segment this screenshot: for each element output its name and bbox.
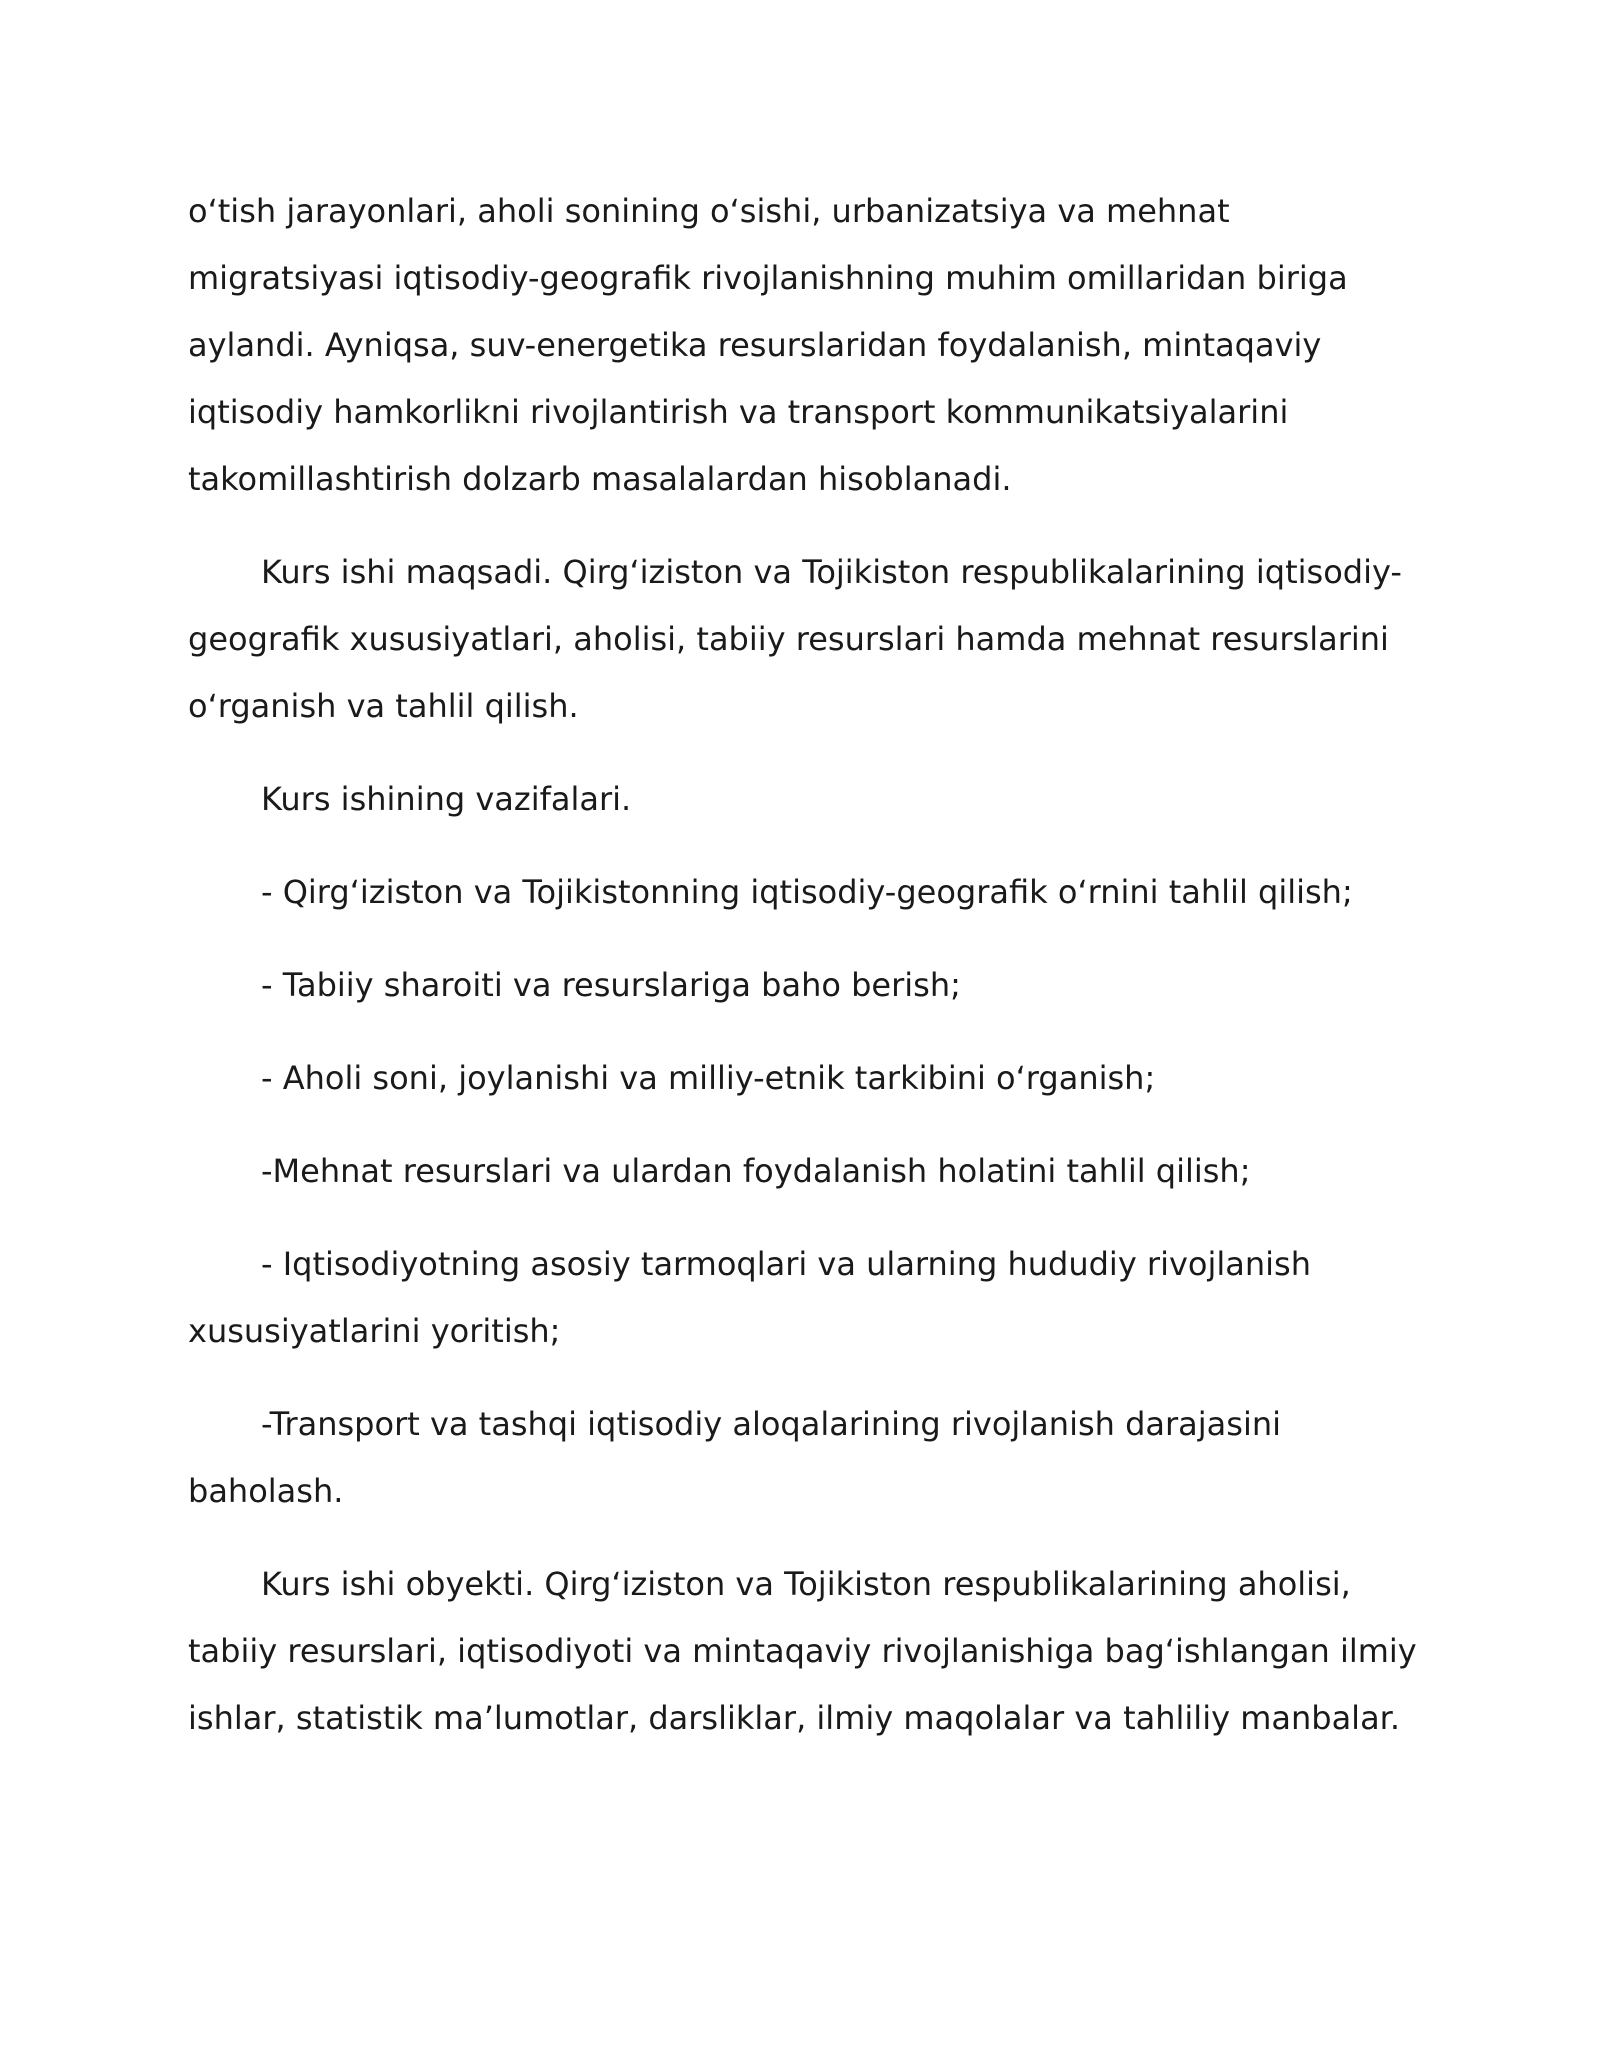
task-item-3: - Aholi soni, joylanishi va milliy-etnik tarkibini o‘rganish; [261,1059,1156,1097]
task-item-5: - Iqtisodiyotning asosiy tarmoqlari va ularning hududiy rivojlanish xususiyatlarini yoritish; [188,1245,1311,1350]
task-item-4: -Mehnat resurslari va ulardan foydalanish holatini tahlil qilish; [261,1152,1251,1190]
document-body [188,178,1428,1778]
paragraph-object: Kurs ishi obyekti. Qirg‘iziston va Tojikiston respublikalarining aholisi, tabiiy resurslari, iqtisodiyoti va mintaqaviy rivojlanishiga bag‘ishlangan ilmiy ishlar, statistik ma’lumotlar, darsliklar, ilmiy maqolalar va tahliliy manbalar. [188,1565,1417,1737]
task-item-2: - Tabiiy sharoiti va resurslariga baho berish; [261,966,961,1004]
paragraph-aim: Kurs ishi maqsadi. Qirg‘iziston va Tojikiston respublikalarining iqtisodiy-geografik xususiyatlari, aholisi, tabiiy resurslari hamda mehnat resurslarini o‘rganish va tahlil qilish. [188,553,1402,725]
paragraph-intro-continuation: o‘tish jarayonlari, aholi sonining o‘sishi, urbanizatsiya va mehnat migratsiyasi iqtisodiy-geografik rivojlanishning muhim omillaridan biriga aylandi. Ayniqsa, suv-energetika resurslaridan foydalanish, mintaqaviy iqtisodiy hamkorlikni rivojlantirish va transport kommunikatsiyalarini takomillashtirish dolzarb masalalardan hisoblanadi. [188,192,1348,498]
paragraph-tasks-heading: Kurs ishining vazifalari. [261,780,632,818]
task-item-1: - Qirg‘iziston va Tojikistonning iqtisodiy-geografik o‘rnini tahlil qilish; [261,873,1353,911]
task-item-6: -Transport va tashqi iqtisodiy aloqalarining rivojlanish darajasini baholash. [188,1405,1281,1510]
